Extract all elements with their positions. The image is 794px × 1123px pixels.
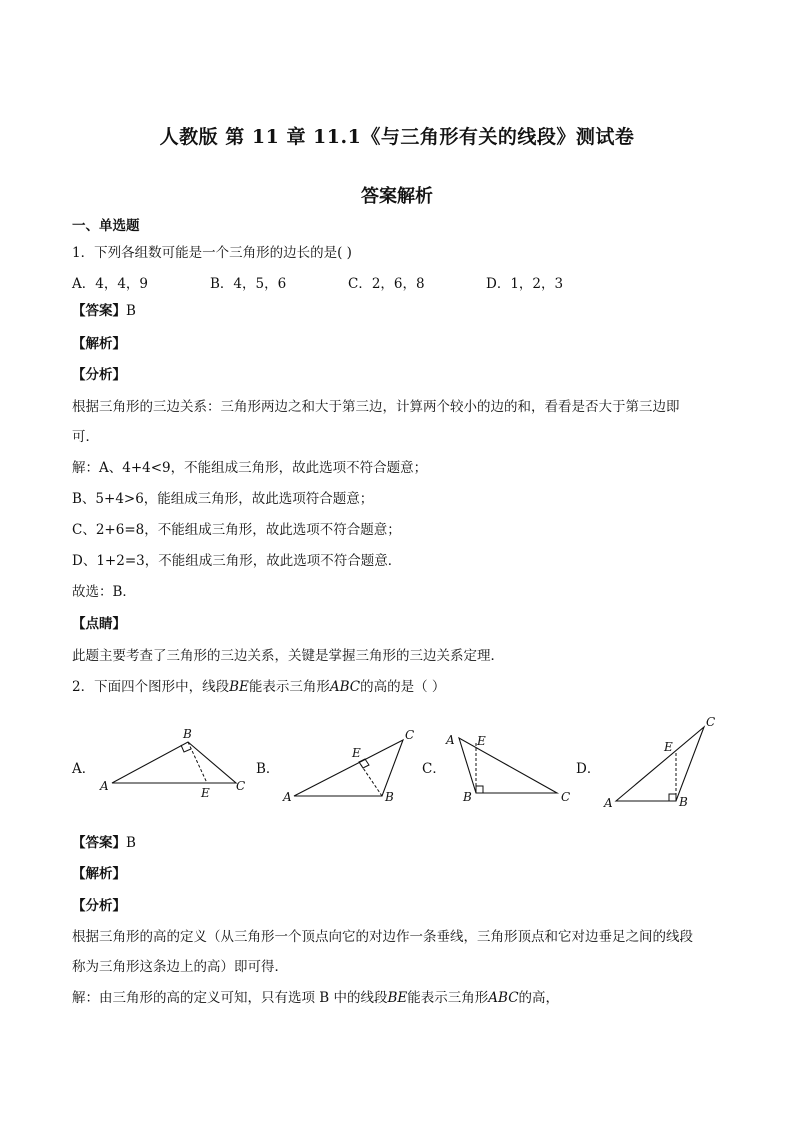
fig-b-label-c: C	[405, 728, 415, 742]
section-heading: 一、单选题	[72, 218, 140, 234]
q1-option-a: A．4，4，9	[72, 276, 149, 292]
q1-conclusion: 故选：B．	[72, 584, 136, 600]
q1-solution-d: D、1+2=3，不能组成三角形，故此选项不符合题意．	[72, 553, 402, 569]
q2-solution-prefix: 解：由三角形的高的定义可知，只有选项 B 中的线段	[72, 990, 388, 1006]
q2-stem-suffix: 的高的是（ ）	[360, 679, 446, 695]
q2-answer-tag: 【答案】	[72, 835, 126, 851]
q2-answer-value: B	[126, 835, 136, 851]
fig-a-label-e: E	[201, 786, 210, 800]
q2-fig-option-a-label: A．	[72, 761, 96, 777]
q1-dianjing-tag: 【点睛】	[72, 616, 126, 632]
q1-jiexi-tag: 【解析】	[72, 336, 126, 352]
q2-solution-suffix: 的高，	[518, 990, 560, 1006]
fig-b-label-b: B	[385, 790, 394, 804]
fig-a-label-c: C	[236, 779, 246, 793]
q2-solution-segment: BE	[387, 990, 408, 1006]
q1-option-b: B．4，5，6	[210, 276, 287, 292]
fig-d-label-e: E	[664, 740, 673, 754]
fig-c-label-a: A	[446, 733, 455, 747]
page-title: 人教版 第 11 章 11.1《与三角形有关的线段》测试卷	[159, 126, 635, 148]
q2-analysis-line2: 称为三角形这条边上的高）即可得．	[72, 959, 288, 975]
fig-b-label-a: A	[283, 790, 292, 804]
fig-c-label-b: B	[463, 790, 472, 804]
q1-solution-c: C、2+6=8，不能组成三角形，故此选项不符合题意；	[72, 522, 401, 538]
fig-d-label-c: C	[706, 715, 716, 729]
fig-d-label-a: A	[604, 796, 613, 810]
figure-d-triangle	[603, 715, 715, 810]
q1-option-c: C．2，6，8	[348, 276, 425, 292]
q2-analysis-line1: 根据三角形的高的定义（从三角形一个顶点向它的对边作一条垂线，三角形顶点和它对边垂足之间的线段	[72, 929, 693, 945]
q2-figures	[0, 710, 794, 820]
q1-dianjing-text: 此题主要考查了三角形的三边关系，关键是掌握三角形的三边关系定理．	[72, 648, 504, 664]
q2-jiexi-tag: 【解析】	[72, 866, 126, 882]
q1-analysis-line2: 可．	[72, 429, 99, 445]
q2-solution	[72, 989, 559, 1007]
q2-solution-mid: 能表示三角形	[407, 990, 489, 1006]
figure-b-triangle	[282, 728, 414, 804]
fig-a-label-b: B	[183, 727, 192, 741]
figure-a-triangle	[99, 727, 245, 800]
fig-a-label-a: A	[100, 779, 109, 793]
q2-fig-option-d-label: D．	[576, 761, 601, 777]
fig-c-label-e: E	[477, 734, 486, 748]
q1-solution-a: 解：A、4+4<9，不能组成三角形，故此选项不符合题意；	[72, 460, 428, 476]
figure-c-triangle	[445, 733, 570, 804]
fig-d-label-b: B	[679, 795, 688, 809]
q2-answer	[72, 834, 136, 852]
q2-fenxi-tag: 【分析】	[72, 898, 126, 914]
q1-stem: 1．下列各组数可能是一个三角形的边长的是( )	[72, 245, 352, 261]
q2-stem-prefix: 2．下面四个图形中，线段	[72, 679, 230, 695]
q2-stem-mid: 能表示三角形	[248, 679, 330, 695]
q1-option-d: D．1，2，3	[486, 276, 564, 292]
q1-answer-tag: 【答案】	[72, 303, 126, 319]
q1-answer-value: B	[126, 303, 136, 319]
q1-answer	[72, 302, 136, 320]
q2-fig-option-b-label: B．	[256, 761, 280, 777]
q1-solution-b: B、5+4>6，能组成三角形，故此选项符合题意；	[72, 491, 374, 507]
q2-stem-triangle: ABC	[329, 679, 361, 695]
q2-solution-triangle: ABC	[488, 990, 519, 1006]
q1-fenxi-tag: 【分析】	[72, 367, 126, 383]
q2-stem-segment: BE	[229, 679, 249, 695]
q2-fig-option-c-label: C．	[422, 761, 446, 777]
fig-c-label-c: C	[561, 790, 571, 804]
q1-analysis-line1: 根据三角形的三边关系：三角形两边之和大于第三边，计算两个较小的边的和，看看是否大于第三边即	[72, 399, 680, 415]
q2-stem	[72, 678, 445, 696]
page-subtitle: 答案解析	[361, 186, 433, 207]
fig-b-label-e: E	[352, 746, 361, 760]
